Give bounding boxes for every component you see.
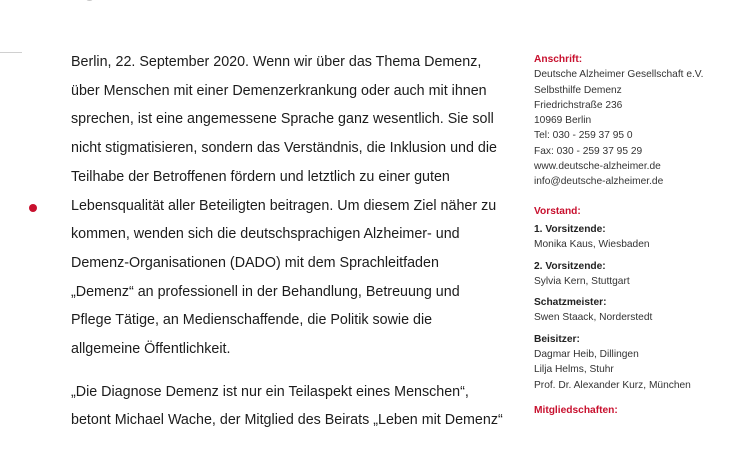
- board-group-treasurer: [534, 295, 739, 326]
- address-heading: Anschrift:: [534, 54, 583, 65]
- left-margin-rule: [0, 52, 22, 53]
- memberships-heading: Mitgliedschaften:: [534, 404, 618, 416]
- board-name: Prof. Dr. Alexander Kurz, München: [534, 379, 691, 391]
- board-name: Dagmar Heib, Dillingen: [534, 349, 639, 361]
- board-role: Beisitzer:: [534, 333, 580, 345]
- address-email-link[interactable]: info@deutsche-alzheimer.de: [534, 176, 664, 188]
- address-org: Deutsche Alzheimer Gesellschaft e.V.: [534, 69, 704, 81]
- board-group-assessors: [534, 332, 739, 393]
- address-website-link[interactable]: www.deutsche-alzheimer.de: [534, 161, 661, 173]
- board-heading: Vorstand:: [534, 205, 581, 217]
- board-name: Monika Kaus, Wiesbaden: [534, 239, 650, 251]
- board-name: Sylvia Kern, Stuttgart: [534, 275, 630, 287]
- top-page-mark: [86, 0, 93, 1]
- address-fax: Fax: 030 - 259 37 95 29: [534, 145, 643, 157]
- address-street: Friedrichstraße 236: [534, 99, 623, 111]
- board-role: Schatzmeister:: [534, 297, 607, 309]
- red-margin-dot-icon: [29, 204, 37, 212]
- board-block: [534, 204, 739, 393]
- board-group-chair: [534, 222, 739, 253]
- paragraph-quote: „Die Diagnose Demenz ist nur ein Teilaspekt eines Menschen“, betont Michael Wache, der Mitglied des Beirats „Leben mit Demenz“: [71, 383, 503, 429]
- sidebar-contact: [534, 52, 739, 418]
- address-subtitle: Selbsthilfe Demenz: [534, 84, 622, 96]
- paragraph-intro: Berlin, 22. September 2020. Wenn wir über das Thema Demenz, über Menschen mit einer Demenzerkrankung oder auch mit ihnen sprechen, ist eine angemessene Sprache ganz wesentlich. Sie soll nicht stigmatisieren, sondern das Verständnis, die Inklusion und die Teilhabe der Betroffenen fördern und letztlich zu einer guten Lebensqualität aller Beteiligten beitragen. Um diesem Ziel näher zu kommen, wenden sich die deutschsprachigen Alzheimer- und Demenz-Organisationen (DADO) mit dem Sprachleitfaden „Demenz“ an professionell in der Behandlung, Betreuung und Pflege Tätige, an Medienschaffende, die Politik sowie die allgemeine Öffentlichkeit.: [71, 54, 497, 358]
- address-block: [534, 52, 739, 190]
- address-city: 10969 Berlin: [534, 115, 592, 127]
- board-name: Lilja Helms, Stuhr: [534, 364, 614, 376]
- address-phone: Tel: 030 - 259 37 95 0: [534, 130, 633, 142]
- board-name: Swen Staack, Norderstedt: [534, 312, 653, 324]
- board-group-vice-chair: [534, 259, 739, 290]
- press-release-body: [71, 48, 503, 449]
- board-role: 1. Vorsitzende:: [534, 223, 606, 235]
- board-role: 2. Vorsitzende:: [534, 260, 606, 272]
